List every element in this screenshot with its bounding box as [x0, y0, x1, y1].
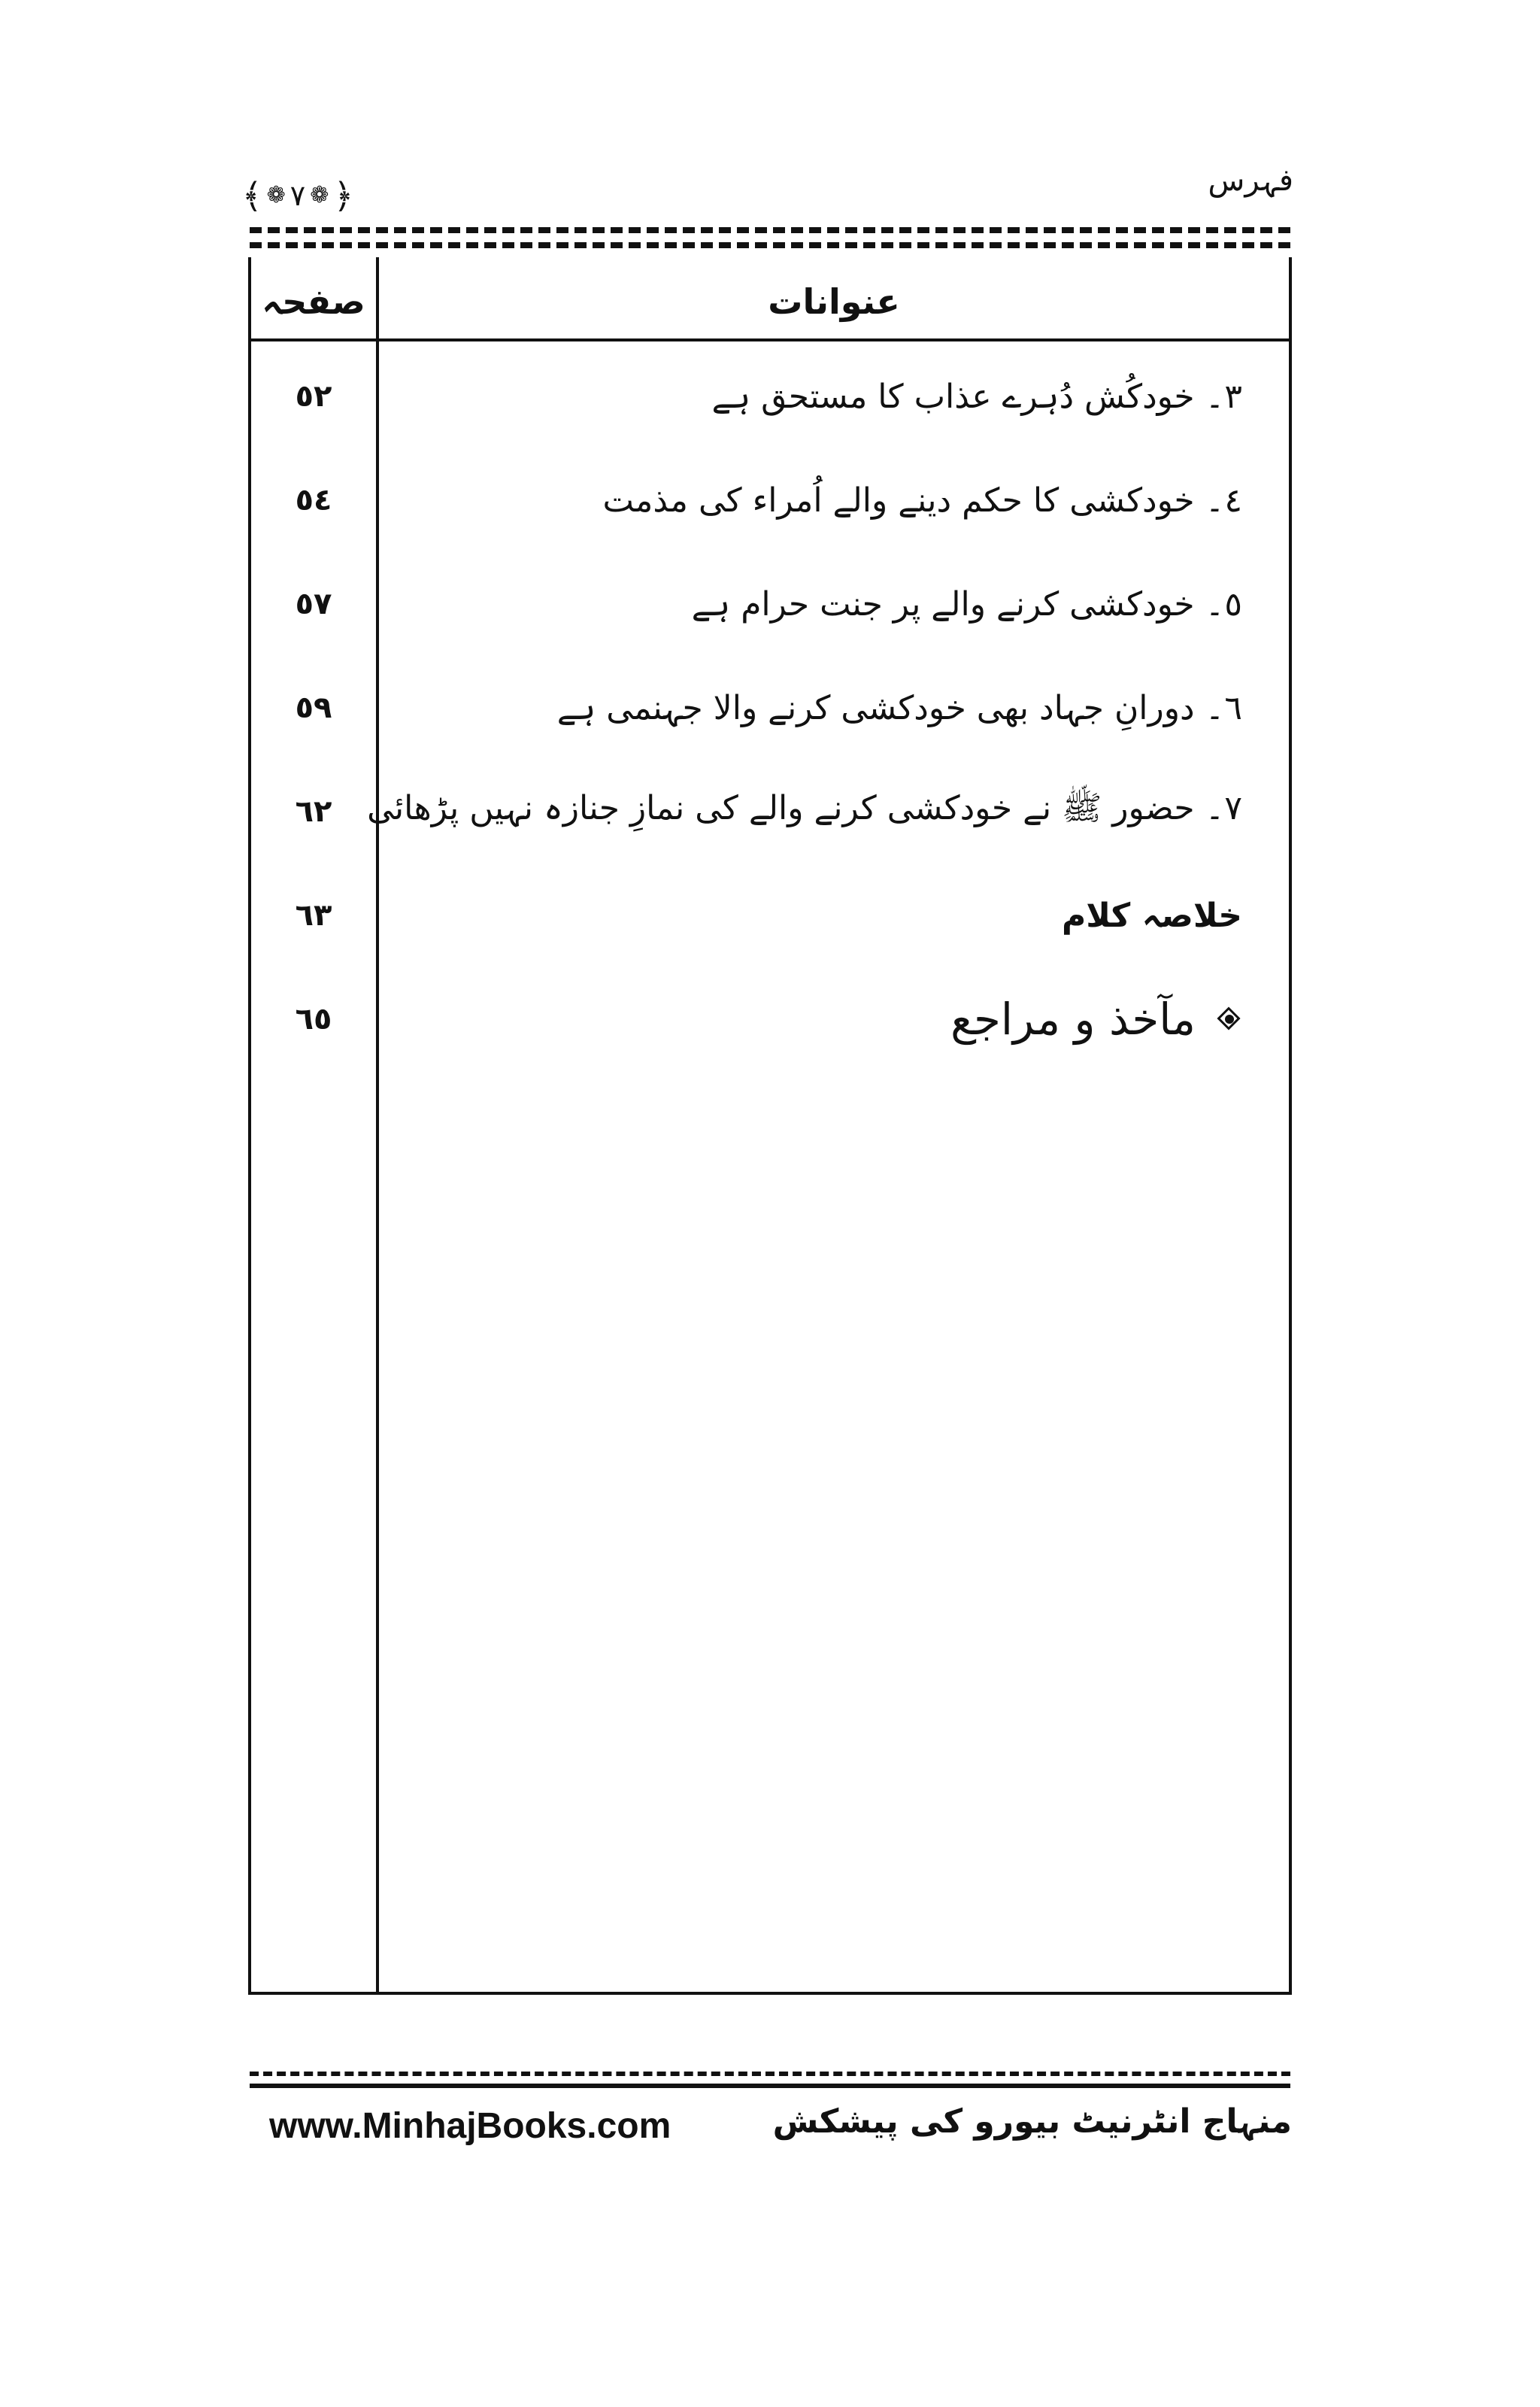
toc-entry-title: مآخذ و مراجع	[950, 994, 1196, 1045]
footer-dashed-rule	[250, 2072, 1290, 2076]
flower-bullet-icon	[1217, 1006, 1242, 1032]
title-column-header: عنوانات	[768, 281, 900, 322]
toc-row[interactable]	[251, 770, 1289, 853]
header-divider	[251, 338, 1289, 341]
ornament-left-icon: ﴾	[241, 175, 262, 216]
toc-row[interactable]	[251, 874, 1289, 957]
toc-entry-page: ٦٣	[295, 898, 332, 933]
page-column-header: صفحہ	[262, 281, 365, 322]
toc-row[interactable]	[251, 666, 1289, 749]
page-number-ornament	[241, 175, 354, 216]
footer-presentation-text: منہاج انٹرنیٹ بیورو کی پیشکش	[772, 2102, 1292, 2141]
toc-entry-title: ٤۔ خودکشی کا حکم دینے والے اُمراء کی مذمت	[602, 481, 1242, 520]
footer-solid-rule	[250, 2084, 1290, 2088]
toc-entry-title: ٧۔ حضور ﷺ نے خودکشی کرنے والے کی نمازِ جنازہ نہیں پڑھائی	[367, 789, 1242, 827]
running-header-title: فہرس	[1208, 163, 1293, 198]
toc-row[interactable]	[251, 459, 1289, 542]
ornament-right-icon: ﴿	[333, 175, 354, 216]
footer-website-link[interactable]: www.MinhajBooks.com	[269, 2106, 671, 2146]
toc-entry-title: ٦۔ دورانِ جہاد بھی خودکشی کرنے والا جہنمی ہے	[556, 688, 1242, 727]
page-number: ٧	[290, 179, 306, 212]
toc-entry-page: ٦٥	[295, 1002, 332, 1037]
toc-entry-page: ٥٧	[295, 587, 332, 621]
toc-row[interactable]	[251, 563, 1289, 645]
ornament-star-icon: ❁	[310, 182, 329, 208]
table-of-contents	[248, 257, 1292, 1995]
toc-entry-title-container	[402, 978, 1242, 1061]
toc-entry-title: ٥۔ خودکشی کرنے والے پر جنت حرام ہے	[691, 584, 1242, 624]
toc-entry-page: ٥٤	[295, 483, 332, 518]
toc-entry-page: ٦٢	[295, 794, 332, 829]
toc-entry-page: ٥٩	[295, 691, 332, 725]
header-dashed-rule	[250, 227, 1290, 233]
toc-entry-title: خلاصہ کلام	[1062, 896, 1242, 935]
ornament-star-icon: ❁	[266, 182, 286, 208]
toc-row[interactable]	[251, 978, 1289, 1061]
toc-entry-page: ٥٢	[295, 379, 332, 414]
toc-entry-title: ٣۔ خودکُش دُہرے عذاب کا مستحق ہے	[711, 377, 1242, 416]
header-dashed-rule	[250, 242, 1290, 248]
toc-row[interactable]	[251, 355, 1289, 438]
